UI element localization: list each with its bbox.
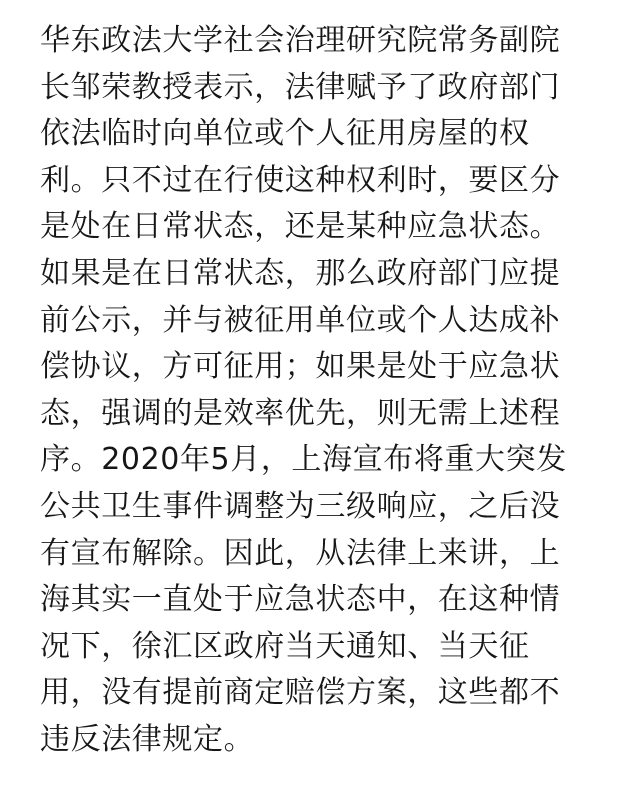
article-line-2: 长邹荣教授表示，法律赋予了政府部门 (40, 69, 561, 105)
article-line-11: 公共卫生事件调整为三级响应，之后没 (40, 488, 561, 524)
article-line-10: 序。2020年5月，上海宣布将重大突发 (40, 442, 567, 478)
article-line-4: 利。只不过在行使这种权利时，要区分 (40, 162, 561, 198)
article-line-9: 态，强调的是效率优先，则无需上述程 (40, 395, 561, 431)
article-line-5: 是处在日常状态，还是某种应急状态。 (40, 209, 561, 245)
article-line-13: 海其实一直处于应急状态中，在这种情 (40, 582, 561, 618)
article-body (40, 18, 610, 764)
article-line-14: 况下，徐汇区政府当天通知、当天征 (40, 628, 530, 664)
article-line-15: 用，没有提前商定赔偿方案，这些都不 (40, 675, 561, 711)
article-line-12: 有宣布解除。因此，从法律上来讲，上 (40, 535, 561, 571)
article-line-8: 偿协议，方可征用；如果是处于应急状 (40, 349, 561, 385)
article-line-7: 前公示，并与被征用单位或个人达成补 (40, 302, 561, 338)
article-line-6: 如果是在日常状态，那么政府部门应提 (40, 255, 561, 291)
article-line-16: 违反法律规定。 (40, 721, 255, 757)
article-line-1: 华东政法大学社会治理研究院常务副院 (40, 23, 561, 58)
article-line-3: 依法临时向单位或个人征用房屋的权 (40, 116, 530, 152)
